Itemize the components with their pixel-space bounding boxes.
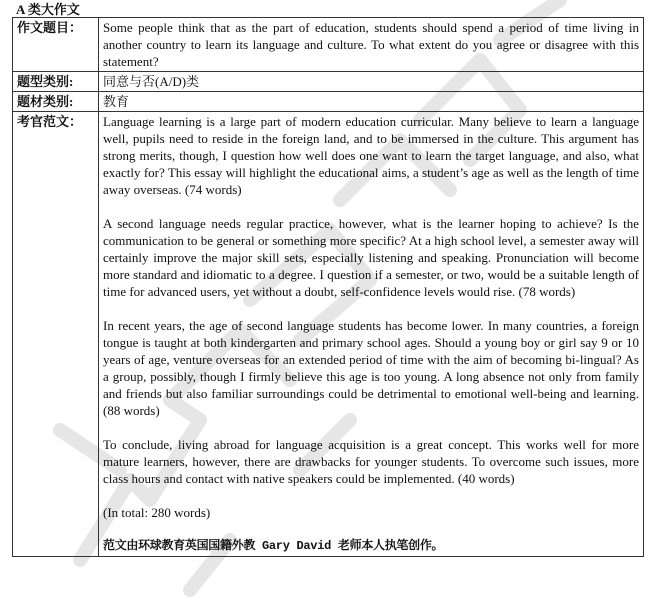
- model-essay-body: [99, 112, 644, 557]
- question-type-value: 同意与否(A/D)类: [99, 72, 644, 92]
- essay-paragraph-intro: Language learning is a large part of modern education curricular. Many believe to learn a language well, pupils need to reside in the foreign land, and to be immersed in the culture. This argument has strong merits, though, I question how well does one want to learn the target language, and also, what exactly for? This essay will highlight the educational aims, a student’s age as well as the length of time away overseas. (74 words): [103, 114, 639, 197]
- section-title: A 类大作文: [16, 2, 80, 17]
- subject-row: [13, 92, 644, 112]
- essay-paragraph-body-1: A second language needs regular practice, however, what is the learner hoping to achieve? Is the communication to be general or something more specific? At a high school level, a semester away will certainly improve the major skill sets, especially listening and speaking. Pronunciation will become more standard and idiomatic to a degree. I question if a semester, or two, would be a suitable length of time for advanced users, yet without a doubt, self-confidence levels would rise. (78 words): [103, 216, 639, 299]
- essay-word-total: (In total: 280 words): [103, 505, 211, 520]
- model-essay-row: [13, 112, 644, 557]
- topic-label: 作文题目：: [13, 18, 99, 72]
- subject-label: 题材类别:: [13, 92, 99, 112]
- topic-text: Some people think that as the part of education, students should spend a period of time living in another country to learn its language and culture. To what extent do you agree or disagree with this statement?: [99, 18, 644, 72]
- model-essay-label: 考官范文：: [13, 112, 99, 557]
- essay-table: [12, 17, 644, 557]
- subject-value: 教育: [99, 92, 644, 112]
- question-type-label: 题型类别:: [13, 72, 99, 92]
- essay-credit: 范文由环球教育英国国籍外教 Gary David 老师本人执笔创作。: [103, 539, 444, 553]
- essay-paragraph-conclusion: To conclude, living abroad for language acquisition is a great concept. This works well for more mature learners, however, there are drawbacks for younger students. To overcome such issues, more class hours and contact with native speakers could be implemented. (40 words): [103, 437, 639, 486]
- topic-row: [13, 18, 644, 72]
- question-type-row: [13, 72, 644, 92]
- essay-paragraph-body-2: In recent years, the age of second language students has become lower. In many countries, a foreign tongue is taught at both kindergarten and primary school ages. Should a young boy or girl say 9 or 10 years of age, venture overseas for an extended period of time with the aim of becoming bi-lingual? As a group, possibly, though I firmly believe this age is too young. A long absence not only from family and friends but also familiar surroundings could be detrimental to emotional well-being and learning. (88 words): [103, 318, 639, 418]
